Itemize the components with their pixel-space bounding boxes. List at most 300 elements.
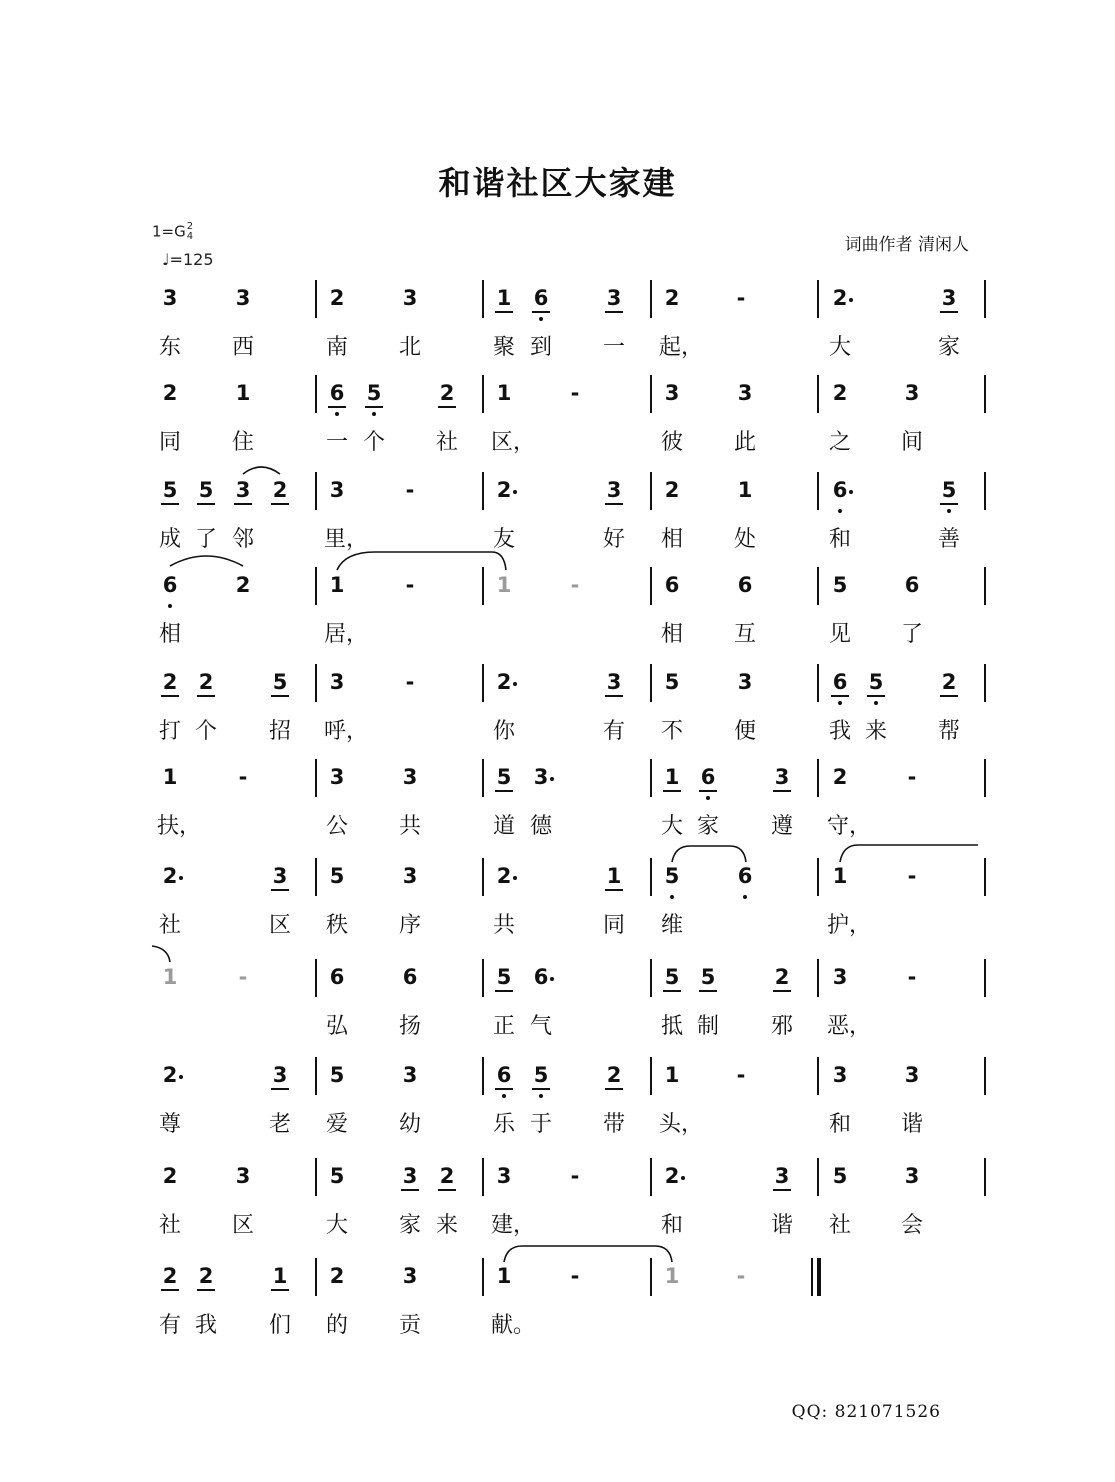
note: 3 <box>329 478 345 502</box>
low-octave-dot <box>335 412 339 416</box>
lyric: 社 <box>828 1213 851 1238</box>
lyric: 社 <box>158 913 181 938</box>
note: 5 <box>832 573 848 597</box>
lyric: 谐 <box>900 1112 923 1137</box>
note: 2 <box>195 670 217 694</box>
barline <box>315 959 317 997</box>
note: 6 <box>162 573 178 597</box>
note: 5 <box>269 670 291 694</box>
note: 2 <box>436 381 458 405</box>
lyric: 扬 <box>398 1014 421 1039</box>
barline <box>817 1057 819 1095</box>
barline <box>482 567 484 605</box>
barline <box>984 1158 986 1196</box>
lyric: 维 <box>660 913 683 938</box>
note: 2 <box>938 670 960 694</box>
note: 5 <box>530 1063 552 1087</box>
low-octave-dot <box>743 895 747 899</box>
note: 5 <box>664 670 680 694</box>
note: 3 <box>603 478 625 502</box>
barline <box>650 1258 652 1296</box>
note: 6 <box>697 765 719 789</box>
barline <box>984 280 986 318</box>
lyric: 德 <box>529 814 552 839</box>
note: 2 <box>159 1264 181 1288</box>
note: 2 <box>436 1164 458 1188</box>
low-octave-dot <box>539 317 543 321</box>
song-title: 和谐社区大家建 <box>438 164 677 202</box>
note: 1 <box>496 573 512 597</box>
tie-arc <box>504 1246 672 1262</box>
barline <box>315 1158 317 1196</box>
lyric: 不 <box>660 719 683 744</box>
note: 5 <box>661 965 683 989</box>
lyric: 同 <box>602 913 625 938</box>
lyric: 邪 <box>770 1014 793 1039</box>
note: 6 <box>832 478 848 502</box>
note: 2 <box>496 864 512 888</box>
note: 6 <box>737 573 753 597</box>
lyric: 我 <box>194 1313 217 1338</box>
low-octave-dot <box>372 412 376 416</box>
note: 3 <box>399 1164 421 1188</box>
lyric: 大 <box>325 1213 348 1238</box>
note: 1 <box>493 286 515 310</box>
note: 2 <box>162 381 178 405</box>
note: 5 <box>159 478 181 502</box>
low-octave-dot <box>539 1094 543 1098</box>
final-barline <box>817 1258 821 1296</box>
note: 5 <box>329 1063 345 1087</box>
tempo-marking: ♩=125 <box>162 250 214 269</box>
augmentation-dot <box>681 1176 685 1180</box>
lyric: 一 <box>325 430 348 455</box>
note: 5 <box>329 1164 345 1188</box>
dash-note: - <box>570 1164 580 1188</box>
lyric: 好 <box>602 527 625 552</box>
lyric: 西 <box>231 335 254 360</box>
lyric: 老 <box>268 1112 291 1137</box>
lyric: 和 <box>828 527 851 552</box>
low-octave-dot <box>947 509 951 513</box>
lyric: 尊 <box>158 1112 181 1137</box>
lyric: 招 <box>268 719 291 744</box>
note: 6 <box>664 573 680 597</box>
lyric: 此 <box>733 430 756 455</box>
barline <box>482 1258 484 1296</box>
note: 1 <box>664 1063 680 1087</box>
note: 6 <box>904 573 920 597</box>
note: 5 <box>664 864 680 888</box>
lyric: 我 <box>828 719 851 744</box>
note: 3 <box>235 286 251 310</box>
note: 2 <box>832 765 848 789</box>
lyric: 们 <box>268 1313 291 1338</box>
barline <box>984 567 986 605</box>
lyric: 东 <box>158 335 181 360</box>
tie-arc <box>243 467 280 474</box>
lyric: 处 <box>733 527 756 552</box>
note: 2 <box>771 965 793 989</box>
barline <box>650 858 652 896</box>
lyric: 公 <box>325 814 348 839</box>
lyric: 社 <box>158 1213 181 1238</box>
barline <box>482 1158 484 1196</box>
note: 5 <box>329 864 345 888</box>
lyric: 打 <box>158 719 181 744</box>
lyric: 到 <box>529 335 552 360</box>
lyric: 的 <box>325 1313 348 1338</box>
barline <box>650 759 652 797</box>
note: 3 <box>402 286 418 310</box>
note: 3 <box>235 1164 251 1188</box>
lyric: 起， <box>659 335 704 360</box>
barline <box>315 472 317 510</box>
barline <box>650 959 652 997</box>
note: 1 <box>269 1264 291 1288</box>
note: 5 <box>195 478 217 502</box>
note: 1 <box>661 765 683 789</box>
note: 2 <box>195 1264 217 1288</box>
barline <box>984 472 986 510</box>
note: 3 <box>771 1164 793 1188</box>
note: 5 <box>832 1164 848 1188</box>
note: 3 <box>737 381 753 405</box>
dash-note: - <box>907 765 917 789</box>
dash-note: - <box>736 286 746 310</box>
tie-arc-continued <box>152 946 170 962</box>
barline <box>482 858 484 896</box>
lyric: 有 <box>602 719 625 744</box>
lyric: 区 <box>268 913 291 938</box>
barline <box>984 759 986 797</box>
lyric: 秩 <box>325 913 348 938</box>
lyric: 制 <box>696 1014 719 1039</box>
lyric: 气 <box>529 1014 552 1039</box>
lyric: 贡 <box>398 1313 421 1338</box>
note: 3 <box>329 765 345 789</box>
time-denominator: 4 <box>186 231 194 242</box>
lyric: 和 <box>660 1213 683 1238</box>
barline <box>817 472 819 510</box>
barline <box>984 959 986 997</box>
lyric: 互 <box>733 622 756 647</box>
dash-note: - <box>570 573 580 597</box>
barline <box>817 759 819 797</box>
barline <box>482 375 484 413</box>
lyric: 谐 <box>770 1213 793 1238</box>
lyric: 了 <box>900 622 923 647</box>
note: 3 <box>402 1264 418 1288</box>
barline <box>817 1158 819 1196</box>
lyric: 遵 <box>770 814 793 839</box>
barline <box>482 472 484 510</box>
barline <box>984 1057 986 1095</box>
lyric: 个 <box>362 430 385 455</box>
note: 2 <box>162 1063 178 1087</box>
note: 6 <box>402 965 418 989</box>
augmentation-dot <box>550 777 554 781</box>
note: 1 <box>496 381 512 405</box>
barline <box>315 1258 317 1296</box>
note: 1 <box>235 381 251 405</box>
barline <box>315 759 317 797</box>
note: 5 <box>697 965 719 989</box>
augmentation-dot <box>513 876 517 880</box>
note: 1 <box>329 573 345 597</box>
barline <box>650 1158 652 1196</box>
barline <box>650 375 652 413</box>
barline <box>817 664 819 702</box>
note: 1 <box>496 1264 512 1288</box>
lyric: 帮 <box>937 719 960 744</box>
note: 2 <box>162 1164 178 1188</box>
barline <box>482 759 484 797</box>
lyric: 你 <box>492 719 515 744</box>
barline <box>315 664 317 702</box>
lyric: 幼 <box>398 1112 421 1137</box>
lyric: 于 <box>529 1112 552 1137</box>
lyric: 个 <box>194 719 217 744</box>
note: 1 <box>162 765 178 789</box>
note: 6 <box>326 381 348 405</box>
lyric: 带 <box>602 1112 625 1137</box>
barline <box>984 858 986 896</box>
barline <box>482 664 484 702</box>
slur-arc <box>672 846 746 862</box>
lyric: 彼 <box>660 430 683 455</box>
note: 3 <box>402 1063 418 1087</box>
note: 3 <box>832 965 848 989</box>
note: 5 <box>363 381 385 405</box>
barline <box>817 959 819 997</box>
note: 6 <box>533 965 549 989</box>
note: 6 <box>829 670 851 694</box>
lyric: 共 <box>398 814 421 839</box>
lyric: 献。 <box>491 1313 536 1338</box>
lyric: 道 <box>492 814 515 839</box>
lyric: 区 <box>231 1213 254 1238</box>
lyric: 便 <box>733 719 756 744</box>
barline <box>315 567 317 605</box>
note: 2 <box>832 381 848 405</box>
dash-note: - <box>570 381 580 405</box>
note: 2 <box>162 864 178 888</box>
lyric: 之 <box>828 430 851 455</box>
lyric: 来 <box>864 719 887 744</box>
dash-note: - <box>238 765 248 789</box>
note: 2 <box>329 1264 345 1288</box>
tie-arc <box>337 552 506 570</box>
low-octave-dot <box>670 895 674 899</box>
note: 2 <box>664 1164 680 1188</box>
lyric: 有 <box>158 1313 181 1338</box>
barline <box>817 858 819 896</box>
lyric: 抵 <box>660 1014 683 1039</box>
note: 3 <box>402 864 418 888</box>
note: 2 <box>269 478 291 502</box>
lyric: 成 <box>158 527 181 552</box>
lyric: 大 <box>828 335 851 360</box>
lyric: 扶， <box>157 814 202 839</box>
barline <box>984 664 986 702</box>
note: 1 <box>664 1264 680 1288</box>
augmentation-dot <box>849 490 853 494</box>
note: 6 <box>737 864 753 888</box>
lyric: 南 <box>325 335 348 360</box>
note: 3 <box>904 381 920 405</box>
barline <box>315 280 317 318</box>
note: 6 <box>530 286 552 310</box>
lyric: 聚 <box>492 335 515 360</box>
note: 3 <box>533 765 549 789</box>
note: 3 <box>603 670 625 694</box>
note: 2 <box>496 670 512 694</box>
dash-note: - <box>907 864 917 888</box>
lyric: 家 <box>696 814 719 839</box>
lyric: 家 <box>937 335 960 360</box>
lyric: 住 <box>231 430 254 455</box>
note: 1 <box>737 478 753 502</box>
note: 3 <box>904 1164 920 1188</box>
note: 3 <box>771 765 793 789</box>
time-signature <box>187 222 193 242</box>
note: 3 <box>269 864 291 888</box>
note: 2 <box>329 286 345 310</box>
slur-arc <box>170 556 243 566</box>
lyric: 邻 <box>231 527 254 552</box>
barline <box>650 280 652 318</box>
lyric: 相 <box>660 527 683 552</box>
augmentation-dot <box>179 876 183 880</box>
lyric: 和 <box>828 1112 851 1137</box>
note: 3 <box>603 286 625 310</box>
lyric: 恶， <box>827 1014 872 1039</box>
lyric: 共 <box>492 913 515 938</box>
low-octave-dot <box>502 1094 506 1098</box>
lyric: 相 <box>158 622 181 647</box>
lyric: 间 <box>900 430 923 455</box>
key-signature <box>152 222 193 242</box>
lyric: 家 <box>398 1213 421 1238</box>
lyric: 相 <box>660 622 683 647</box>
note: 3 <box>232 478 254 502</box>
note: 3 <box>496 1164 512 1188</box>
lyric: 居， <box>324 622 369 647</box>
note: 2 <box>235 573 251 597</box>
note: 3 <box>402 765 418 789</box>
note: 1 <box>162 965 178 989</box>
low-octave-dot <box>168 604 172 608</box>
lyric: 会 <box>900 1213 923 1238</box>
augmentation-dot <box>849 298 853 302</box>
dash-note: - <box>736 1063 746 1087</box>
dash-note: - <box>570 1264 580 1288</box>
barline <box>315 375 317 413</box>
lyric: 守， <box>827 814 872 839</box>
lyric: 头， <box>659 1112 704 1137</box>
augmentation-dot <box>550 977 554 981</box>
note: 5 <box>865 670 887 694</box>
lyric: 一 <box>602 335 625 360</box>
lyric: 善 <box>937 527 960 552</box>
dash-note: - <box>238 965 248 989</box>
barline <box>482 1057 484 1095</box>
note: 3 <box>737 670 753 694</box>
barline <box>650 1057 652 1095</box>
lyric: 呼， <box>324 719 369 744</box>
dash-note: - <box>907 965 917 989</box>
note: 2 <box>603 1063 625 1087</box>
lyric: 来 <box>435 1213 458 1238</box>
note: 2 <box>832 286 848 310</box>
dash-note: - <box>405 478 415 502</box>
dash-note: - <box>736 1264 746 1288</box>
barline <box>482 280 484 318</box>
note: 6 <box>329 965 345 989</box>
note: 3 <box>938 286 960 310</box>
lyric: 见 <box>828 622 851 647</box>
lyric: 建， <box>491 1213 536 1238</box>
note: 3 <box>162 286 178 310</box>
barline <box>817 567 819 605</box>
dash-note: - <box>405 670 415 694</box>
dash-note: - <box>405 573 415 597</box>
lyric: 护， <box>827 913 872 938</box>
barline <box>817 280 819 318</box>
lyric: 社 <box>435 430 458 455</box>
low-octave-dot <box>706 796 710 800</box>
low-octave-dot <box>874 701 878 705</box>
barline <box>650 664 652 702</box>
barline <box>984 375 986 413</box>
note: 5 <box>493 965 515 989</box>
note: 3 <box>329 670 345 694</box>
barline <box>650 567 652 605</box>
final-barline <box>811 1258 813 1296</box>
note: 2 <box>664 286 680 310</box>
barline <box>650 472 652 510</box>
time-numerator: 2 <box>186 221 194 232</box>
lyric: 友 <box>492 527 515 552</box>
lyric: 北 <box>398 335 421 360</box>
note: 3 <box>904 1063 920 1087</box>
lyric: 弘 <box>325 1014 348 1039</box>
augmentation-dot <box>513 490 517 494</box>
low-octave-dot <box>838 701 842 705</box>
note: 3 <box>832 1063 848 1087</box>
lyric: 正 <box>492 1014 515 1039</box>
tie-arc <box>840 845 978 862</box>
note: 5 <box>493 765 515 789</box>
augmentation-dot <box>513 682 517 686</box>
note: 1 <box>832 864 848 888</box>
barline <box>817 375 819 413</box>
note: 1 <box>603 864 625 888</box>
lyric: 了 <box>194 527 217 552</box>
low-octave-dot <box>838 509 842 513</box>
barline <box>482 959 484 997</box>
lyric: 序 <box>398 913 421 938</box>
lyric: 里， <box>324 527 369 552</box>
note: 5 <box>938 478 960 502</box>
note: 6 <box>493 1063 515 1087</box>
contact-qq: QQ: 821071526 <box>791 1402 941 1422</box>
augmentation-dot <box>179 1075 183 1079</box>
barline <box>315 858 317 896</box>
note: 3 <box>664 381 680 405</box>
lyric: 乐 <box>492 1112 515 1137</box>
